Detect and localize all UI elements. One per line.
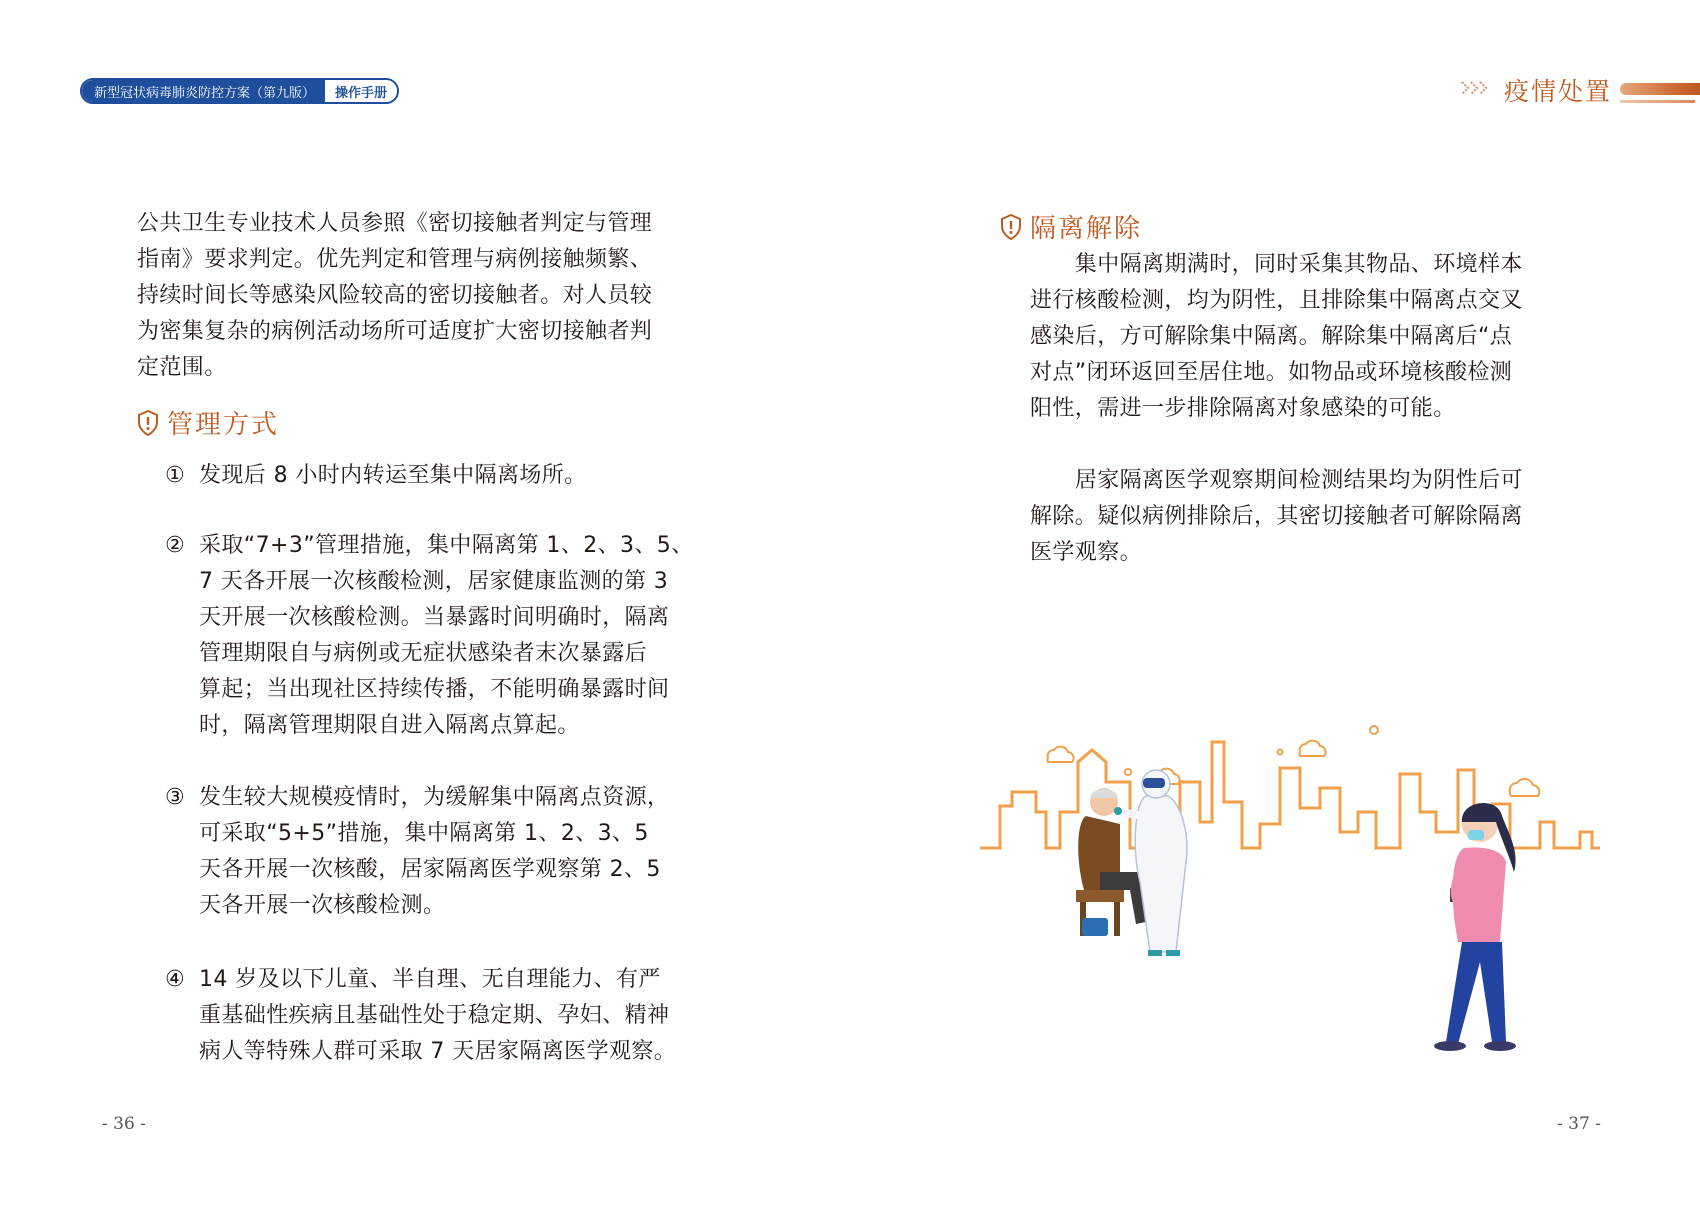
item-number: ④ [164, 967, 186, 992]
shield-alert-icon [137, 410, 159, 436]
release-paragraph-1 [1030, 247, 1630, 427]
chevron-arrows-icon [1460, 80, 1494, 96]
item-line: 14 岁及以下儿童、半自理、无自理能力、有严 [199, 967, 661, 992]
para-line: 感染后，方可解除集中隔离。解除集中隔离后“点 [1030, 324, 1513, 349]
intro-line: 为密集复杂的病例活动场所可适度扩大密切接触者判 [137, 319, 653, 344]
para-line: 解除。疑似病例排除后，其密切接触者可解除隔离 [1030, 504, 1523, 529]
list-item [162, 962, 762, 1077]
item-text [199, 528, 694, 744]
document-subtitle: 操作手册 [325, 80, 397, 102]
list-item [162, 458, 762, 498]
item-line: 管理期限自与病例或无症状感染者末次暴露后 [199, 641, 648, 666]
intro-line: 指南》要求判定。优先判定和管理与病例接触频繁、 [137, 247, 653, 272]
item-line: 算起；当出现社区持续传播，不能明确暴露时间 [199, 677, 670, 702]
item-line: 天各开展一次核酸，居家隔离医学观察第 2、5 [199, 857, 661, 882]
intro-paragraph [137, 206, 757, 386]
section-title: 管理方式 [167, 410, 280, 440]
header-accent-bar [1620, 83, 1700, 95]
item-line: 7 天各开展一次核酸检测，居家健康监测的第 3 [199, 569, 669, 594]
para-line: 进行核酸检测，均为阴性，且排除集中隔离点交叉 [1030, 288, 1523, 313]
bubble-dot [1278, 750, 1283, 755]
cloud-icon [1510, 779, 1540, 796]
document-title: 新型冠状病毒肺炎防控方案（第九版） [82, 80, 325, 102]
health-worker-figure [1114, 770, 1187, 956]
illustration [980, 712, 1600, 1082]
list-item [162, 780, 762, 930]
intro-line: 定范围。 [137, 355, 227, 380]
para-line: 阳性，需进一步排除隔离对象感染的可能。 [1030, 396, 1456, 421]
bubble-dot [1125, 769, 1131, 775]
item-line: 时，隔离管理期限自进入隔离点算起。 [199, 713, 580, 738]
chapter-header [1460, 70, 1700, 110]
right-page [850, 0, 1700, 1220]
cloud-icon [1299, 741, 1325, 756]
para-line: 医学观察。 [1030, 540, 1143, 565]
item-text [199, 780, 669, 924]
intro-line: 公共卫生专业技术人员参照《密切接触者判定与管理 [137, 211, 653, 236]
item-number: ③ [164, 785, 186, 810]
page-number: - 37 - [1557, 1114, 1601, 1134]
intro-line: 持续时间长等感染风险较高的密切接触者。对人员较 [137, 283, 653, 308]
shield-alert-icon [1000, 214, 1022, 240]
section-title: 隔离解除 [1030, 214, 1143, 244]
item-text [199, 458, 587, 494]
section-heading-management [137, 404, 279, 441]
item-line: 发现后 8 小时内转运至集中隔离场所。 [199, 463, 587, 488]
document-title-pill [80, 78, 399, 104]
item-line: 天开展一次核酸检测。当暴露时间明确时，隔离 [199, 605, 670, 630]
item-line: 病人等特殊人群可采取 7 天居家隔离医学观察。 [199, 1039, 677, 1064]
bubble-dot [1370, 726, 1378, 734]
chapter-title: 疫情处置 [1504, 77, 1613, 106]
para-line: 居家隔离医学观察期间检测结果均为阴性后可 [1030, 468, 1523, 493]
item-line: 发生较大规模疫情时，为缓解集中隔离点资源， [199, 785, 670, 810]
section-heading-release [1000, 208, 1142, 245]
page-number: - 36 - [102, 1114, 146, 1134]
item-line: 采取“7+3”管理措施，集中隔离第 1、2、3、5、 [199, 533, 694, 558]
item-line: 可采取“5+5”措施，集中隔离第 1、2、3、5 [199, 821, 649, 846]
para-line: 对点”闭环返回至居住地。如物品或环境核酸检测 [1030, 360, 1513, 385]
walking-woman-figure [1434, 803, 1516, 1051]
item-line: 重基础性疾病且基础性处于稳定期、孕妇、精神 [199, 1003, 670, 1028]
list-item [162, 528, 762, 748]
release-paragraph-2 [1030, 463, 1630, 571]
item-text [199, 962, 676, 1070]
header-accent-line [1620, 100, 1695, 103]
cloud-icon [1047, 747, 1073, 762]
item-line: 天各开展一次核酸检测。 [199, 893, 446, 918]
item-number: ② [164, 533, 186, 558]
item-number: ① [164, 463, 186, 488]
para-line: 集中隔离期满时，同时采集其物品、环境样本 [1030, 252, 1523, 277]
